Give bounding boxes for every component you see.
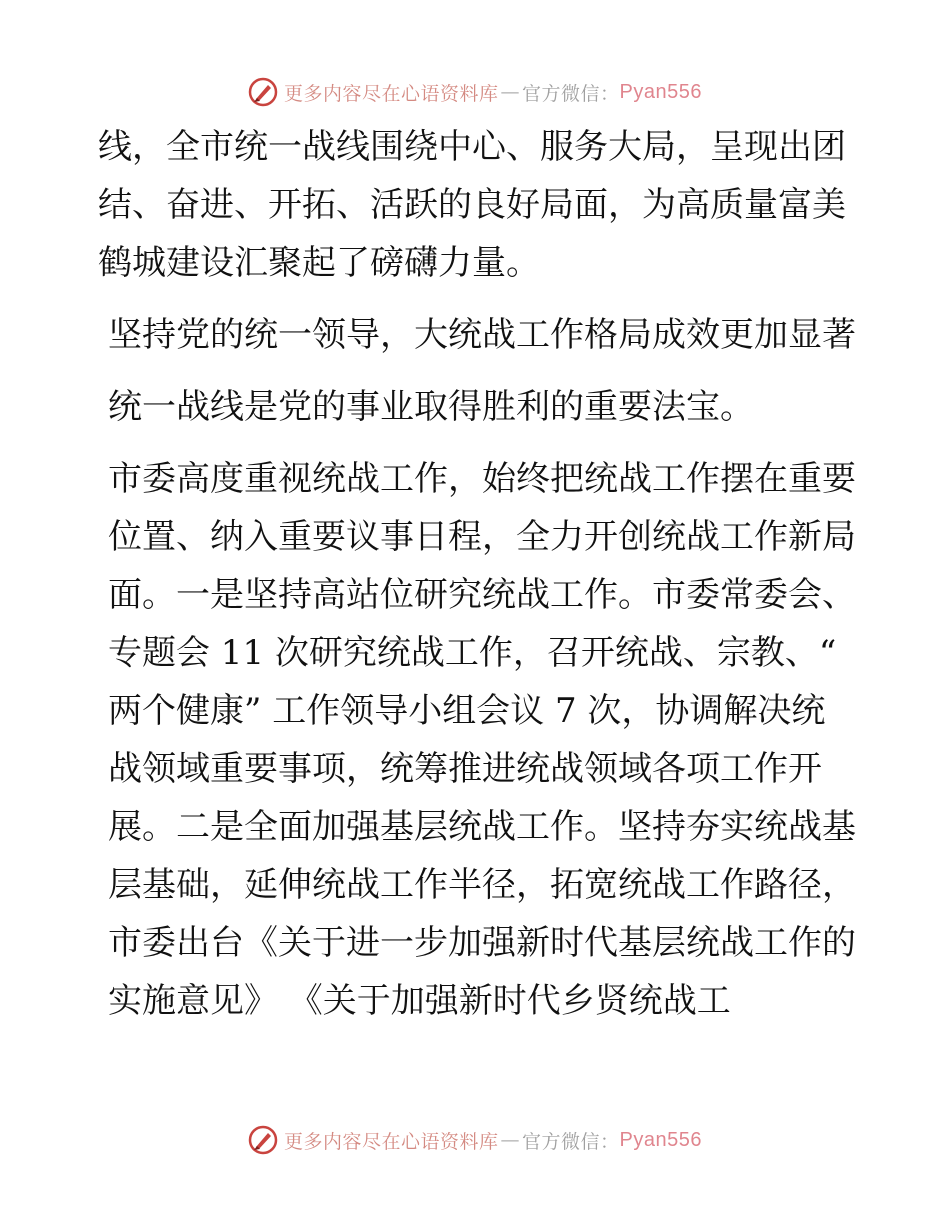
watermark-wechat-id: Pyan556: [619, 1128, 702, 1151]
watermark-official-label: 官方微信：: [522, 1130, 620, 1153]
watermark-wechat-id: Pyan556: [619, 80, 702, 103]
paragraph-intro: 统一战线是党的事业取得胜利的重要法宝。: [108, 387, 754, 427]
watermark-main-text: 更多内容尽在心语资料库: [284, 1130, 499, 1153]
document-body: [98, 118, 858, 1030]
paragraph-continuation: 线，全市统一战线围绕中心、服务大局，呈现出团结、奋进、开拓、活跃的良好局面，为高质量富美鹤城建设汇聚起了磅礴力量。: [98, 127, 846, 283]
pen-quill-logo-icon: [248, 77, 278, 107]
header-watermark: [0, 72, 950, 112]
pen-quill-logo-icon: [248, 1125, 278, 1155]
section-heading: 坚持党的统一领导，大统战工作格局成效更加显著: [108, 315, 856, 355]
watermark-separator: —: [500, 81, 521, 103]
watermark-separator: —: [500, 1129, 521, 1151]
paragraph-main: 市委高度重视统战工作，始终把统战工作摆在重要位置、纳入重要议事日程，全力开创统战工作新局面。一是坚持高站位研究统战工作。市委常委会、专题会 11 次研究统战工作，召开统战、宗教、“ 两个健康” 工作领导小组会议 7 次，协调解决统战领域重要事项，统筹推进统战领域各项工作开展。二是全面加强基层统战工作。坚持夯实统战基层基础，延伸统战工作半径，拓宽统战工作路径，市委出台《关于进一步加强新时代基层统战工作的实施意见》 《关于加强新时代乡贤统战工: [108, 459, 856, 1021]
watermark-official-label: 官方微信：: [522, 82, 620, 105]
watermark-main-text: 更多内容尽在心语资料库: [284, 82, 499, 105]
footer-watermark: [0, 1120, 950, 1160]
